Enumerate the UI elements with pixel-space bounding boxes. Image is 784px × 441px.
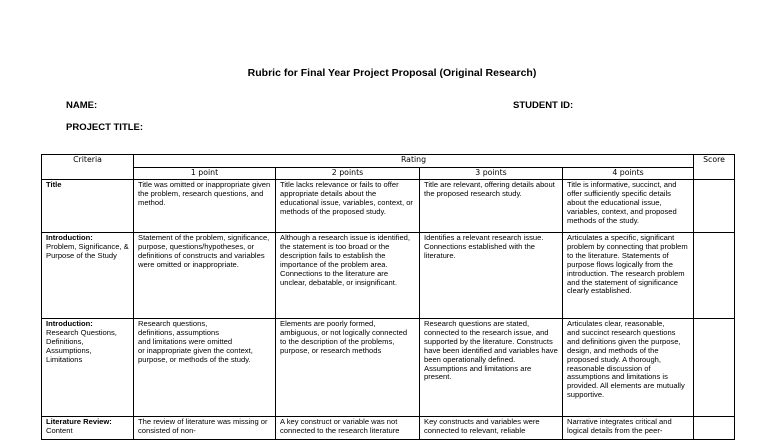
score-cell[interactable] <box>694 417 735 440</box>
rating-cell: Title lacks relevance or fails to offer appropriate details about the educational issue, variables, context, or methods of the proposed study. <box>276 180 420 233</box>
score-header: Score <box>694 155 735 180</box>
score-cell[interactable] <box>694 233 735 319</box>
criteria-title: Literature Review: <box>46 417 112 426</box>
criteria-subtitle: Problem, Significance, & Purpose of the Study <box>46 241 129 260</box>
points-header: 3 points <box>420 168 563 180</box>
rating-cell: Elements are poorly formed, ambiguous, or not logically connected to the description of the problems, purpose, or research methods <box>276 319 420 417</box>
points-header: 4 points <box>563 168 694 180</box>
rating-cell: The review of literature was missing or consisted of non- <box>134 417 276 440</box>
criteria-header: Criteria <box>42 155 134 180</box>
criteria-title: Introduction: <box>46 319 93 328</box>
table-row <box>42 233 735 319</box>
document-title: Rubric for Final Year Project Proposal (Original Research) <box>247 67 537 79</box>
rating-cell: Title are relevant, offering details about the proposed research study. <box>420 180 563 233</box>
rating-header: Rating <box>134 155 694 168</box>
criteria-cell <box>42 319 134 417</box>
table-row <box>42 319 735 417</box>
points-header: 2 points <box>276 168 420 180</box>
criteria-cell <box>42 417 134 440</box>
rating-cell: Title was omitted or inappropriate given the problem, research questions, and method. <box>134 180 276 233</box>
score-cell[interactable] <box>694 180 735 233</box>
table-row <box>42 180 735 233</box>
rating-cell: Title is informative, succinct, and offer sufficiently specific details about the educational issue, variables, context, and proposed methods of the study. <box>563 180 694 233</box>
rating-cell: Articulates clear, reasonable, and succinct research questions and definitions given the purpose, design, and methods of the proposed study. A thorough, reasonable discussion of assumptions and limitations is provided. All elements are mutually supportive. <box>563 319 694 417</box>
rating-cell: Statement of the problem, significance, purpose, questions/hypotheses, or definitions of constructs and variables were omitted or inappropriate. <box>134 233 276 319</box>
score-cell[interactable] <box>694 319 735 417</box>
criteria-cell <box>42 180 134 233</box>
points-header: 1 point <box>134 168 276 180</box>
criteria-subtitle: Content <box>46 425 73 435</box>
criteria-subtitle: Research Questions, Definitions, Assumptions, Limitations <box>46 327 117 364</box>
name-label: NAME: <box>66 100 98 111</box>
rating-cell: Although a research issue is identified, the statement is too broad or the description fails to establish the importance of the problem area. Connections to the literature are unclear, debatable, or insignificant. <box>276 233 420 319</box>
criteria-cell <box>42 233 134 319</box>
rating-cell: Narrative integrates critical and logical details from the peer- <box>563 417 694 440</box>
project-title-label: PROJECT TITLE: <box>66 122 144 133</box>
criteria-title: Title <box>46 180 62 189</box>
rubric-table <box>41 154 735 440</box>
rating-cell: Articulates a specific, significant problem by connecting that problem to the literature. Statements of purpose flows logically from the introduction. The research problem and the statement of significance clearly established. <box>563 233 694 319</box>
rating-cell: Research questions, definitions, assumptions and limitations were omitted or inappropriate given the context, purpose, or methods of the study. <box>134 319 276 417</box>
rating-cell: Identifies a relevant research issue. Connections established with the literature. <box>420 233 563 319</box>
rating-cell: A key construct or variable was not connected to the research literature <box>276 417 420 440</box>
rating-cell: Key constructs and variables were connected to relevant, reliable <box>420 417 563 440</box>
criteria-title: Introduction: <box>46 233 93 242</box>
table-row <box>42 417 735 440</box>
rating-cell: Research questions are stated, connected to the research issue, and supported by the literature. Constructs have been identified and variables have been operationally defined. Assumptions and limitations are present. <box>420 319 563 417</box>
student-id-label: STUDENT ID: <box>513 100 574 111</box>
